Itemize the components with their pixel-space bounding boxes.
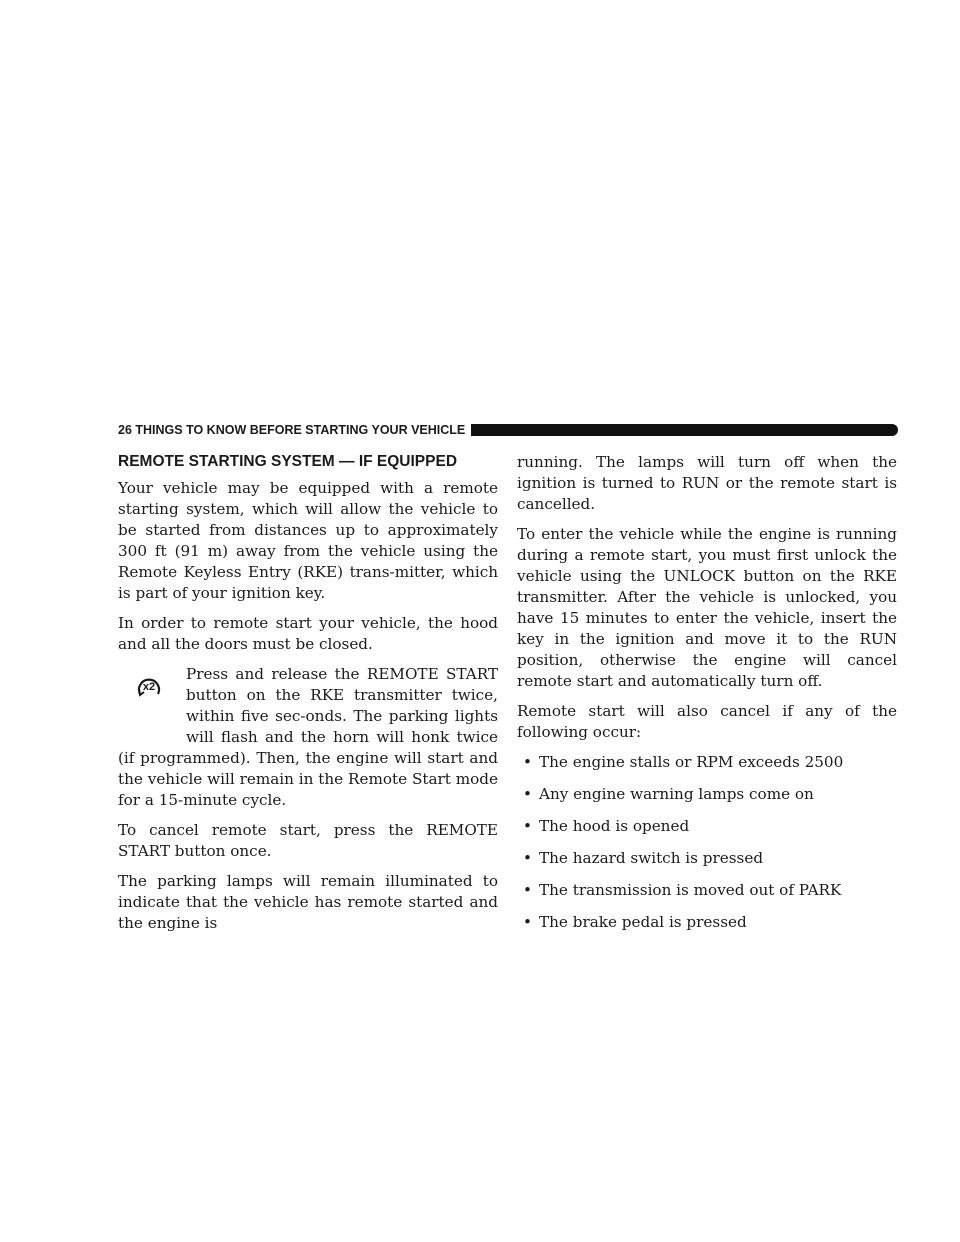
- paragraph-enter-vehicle: To enter the vehicle while the engine is running during a remote start, you must first unlock the vehicle using the UNLOCK button on the RKE transmitter. After the vehicle is unlocked, you have 15 minutes to enter the vehicle, insert the key in the ignition and move it to the RUN position, otherwise the engine will cancel remote start and automatically turn off.: [517, 525, 897, 690]
- left-column: [118, 452, 498, 943]
- cancel-conditions-list: [517, 752, 897, 933]
- icon-label: x2: [142, 681, 156, 693]
- list-item: • The hood is opened: [523, 817, 690, 835]
- page-header-text: 26 THINGS TO KNOW BEFORE STARTING YOUR VEHICLE: [118, 423, 466, 437]
- header-bar: [471, 424, 898, 436]
- paragraph-parking-lamps: The parking lamps will remain illuminated to indicate that the vehicle has remote started and the engine is: [118, 872, 498, 932]
- paragraph-press-release: x2 Press and release the REMOTE START button on the RKE transmitter twice, within five sec-onds. The parking lights will flash and the horn will honk twice (if programmed). Then, the engine will start and the vehicle will remain in the Remote Start mode for a 15-minute cycle.: [118, 665, 498, 809]
- list-item: • The hazard switch is pressed: [523, 849, 764, 867]
- list-item: • The engine stalls or RPM exceeds 2500: [523, 753, 844, 771]
- paragraph-cancel: To cancel remote start, press the REMOTE START button once.: [118, 821, 498, 860]
- paragraph-cancel-conditions: Remote start will also cancel if any of the following occur:: [517, 702, 897, 741]
- remote-start-x2-icon: [118, 664, 180, 748]
- right-column: [517, 452, 897, 944]
- list-item: • The transmission is moved out of PARK: [523, 881, 842, 899]
- section-title: REMOTE STARTING SYSTEM — IF EQUIPPED: [118, 453, 458, 470]
- paragraph-lamps-off: running. The lamps will turn off when the ignition is turned to RUN or the remote start is cancelled.: [517, 453, 897, 513]
- list-item: • The brake pedal is pressed: [523, 913, 747, 931]
- paragraph-intro: Your vehicle may be equipped with a remote starting system, which will allow the vehicle to be started from distances up to approximately 300 ft (91 m) away from the vehicle using the Remote Keyless Entry (RKE) trans-mitter, which is part of your ignition key.: [118, 479, 498, 602]
- paragraph-doors: In order to remote start your vehicle, the hood and all the doors must be closed.: [118, 614, 498, 653]
- page-header: [118, 420, 898, 440]
- list-item: • Any engine warning lamps come on: [523, 785, 814, 803]
